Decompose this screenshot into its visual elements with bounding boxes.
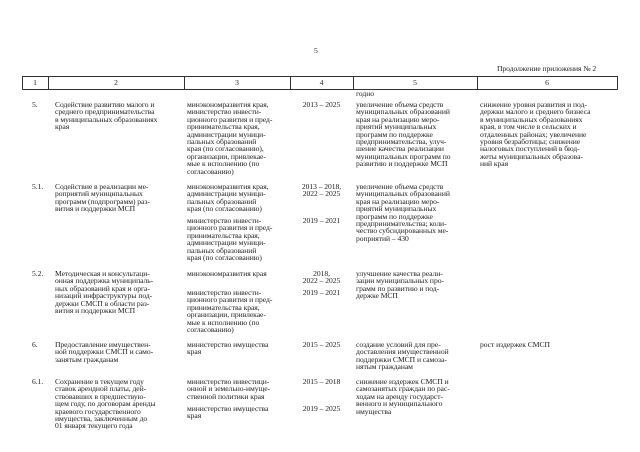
term-text: 2015 – 2025 — [302, 340, 341, 349]
header-col-1: 1 — [33, 78, 37, 87]
term-text: 2013 – 2025 — [302, 100, 341, 109]
executor-text: минэкономразвития края, министерство инвести- ционного развития и пред- принимательства края, администрации муници- пальных образований края (по согласованию), организации, привлекае- мые к исполнению (по согласованию) — [187, 100, 273, 176]
column-divider — [617, 76, 618, 89]
measure-text: Содействие в реализации ме- роприятий муниципальных программ (подпрограмм) раз- вития и поддержки МСП — [55, 182, 150, 214]
term-text: 2013 – 2018, 2022 – 2025 — [301, 182, 342, 199]
result-text: создание условий для пре- доставления имущественной поддержки СМСП и самоза- нятым гражданам — [356, 340, 449, 372]
term-text: 2019 – 2025 — [302, 404, 341, 413]
result-text: улучшение качества реали- зации муниципальных про- грамм по развитию и под- держке МСП — [356, 269, 444, 301]
executor-text: министерство инвести- ционного развития и пред- принимательства края, организации, привлекае- мые к исполнению (по согласованию) — [187, 288, 273, 335]
result-text: увеличение объема средств муниципальных образований края на реализацию меро- приятий муниципальных программ по поддержке предпринимательства; коли- чество субсидированных ме- роприятий – 430 — [356, 182, 450, 243]
row-number: 6. — [32, 340, 38, 349]
row-number: 6.1. — [32, 377, 44, 386]
term-text: 2015 – 2018 — [302, 377, 341, 386]
measure-text: Методическая и консультаци- онная поддержка муниципаль- ных образований края и орга- низаций инфраструктуры под- держки СМСП в области раз- вития и поддержки МСП — [55, 269, 154, 316]
result-text: увеличение объема средств муниципальных образований края на реализацию меро- приятий муниципальных программ по поддержке предпринимательства, улуч- шение качества реализации муниципальных программ по развитию и поддержке МСП — [356, 100, 451, 169]
executor-text: минэкономразвития края — [187, 269, 267, 278]
row-number: 5.2. — [32, 269, 44, 278]
term-text: 2018, 2022 – 2025 — [302, 269, 341, 286]
term-text: 2019 – 2021 — [302, 216, 341, 225]
page-number: 5 — [314, 46, 318, 55]
header-col-3: 3 — [235, 78, 239, 87]
measure-text: Содействие развитию малого и среднего предпринимательства в муниципальных образованиях края — [55, 100, 158, 132]
continuation-caption: Продолжение приложения № 2 — [497, 64, 597, 73]
term-text: 2019 – 2021 — [302, 288, 341, 297]
executor-text: министерство имущества края — [187, 404, 269, 421]
measure-text: Предоставление имуществен- ной поддержки СМСП и само- занятым гражданам — [55, 340, 154, 364]
measure-text: Сохранение в текущем году ставок арендной платы, дей- ствовавших в предшествую- щем году, по договорам аренды краевого государственного имущества, заключенным до 01 января текущего года — [55, 377, 156, 431]
executor-text: министерство инвести- ционного развития и пред- принимательства края, администрации муници- пальных образований края (по согласованию) — [187, 216, 273, 263]
header-bottom-border — [22, 89, 618, 90]
effect-text: рост издержек СМСП — [480, 340, 550, 349]
result-text: снижение издержек СМСП и самозанятых граждан по рас- ходам на аренду государст- венного и муниципального имущества — [356, 377, 450, 416]
header-col-6: 6 — [545, 78, 549, 87]
carryover-text: годно — [356, 89, 374, 98]
row-number: 5.1. — [32, 182, 44, 191]
executor-text: минэкономразвития края, администрации муници- пальных образований края (по согласованию) — [187, 182, 269, 214]
executor-text: министерство имущества края — [187, 340, 269, 357]
effect-text: снижение уровня развития и под- держки малого и среднего бизнеса в муниципальных образованиях края, в том числе в сельских и отдаленных районах; увеличение уровня безработицы; снижение налоговых поступлений в бюд- жеты муниципальных образова- ний края — [480, 100, 591, 169]
header-col-4: 4 — [319, 78, 324, 87]
executor-text: министерство инвестици- онной и земельно-имуще- ственной политики края — [187, 377, 271, 401]
header-col-5: 5 — [413, 78, 417, 87]
header-top-border — [22, 76, 618, 77]
row-number: 5. — [32, 100, 38, 109]
header-col-2: 2 — [114, 78, 118, 87]
